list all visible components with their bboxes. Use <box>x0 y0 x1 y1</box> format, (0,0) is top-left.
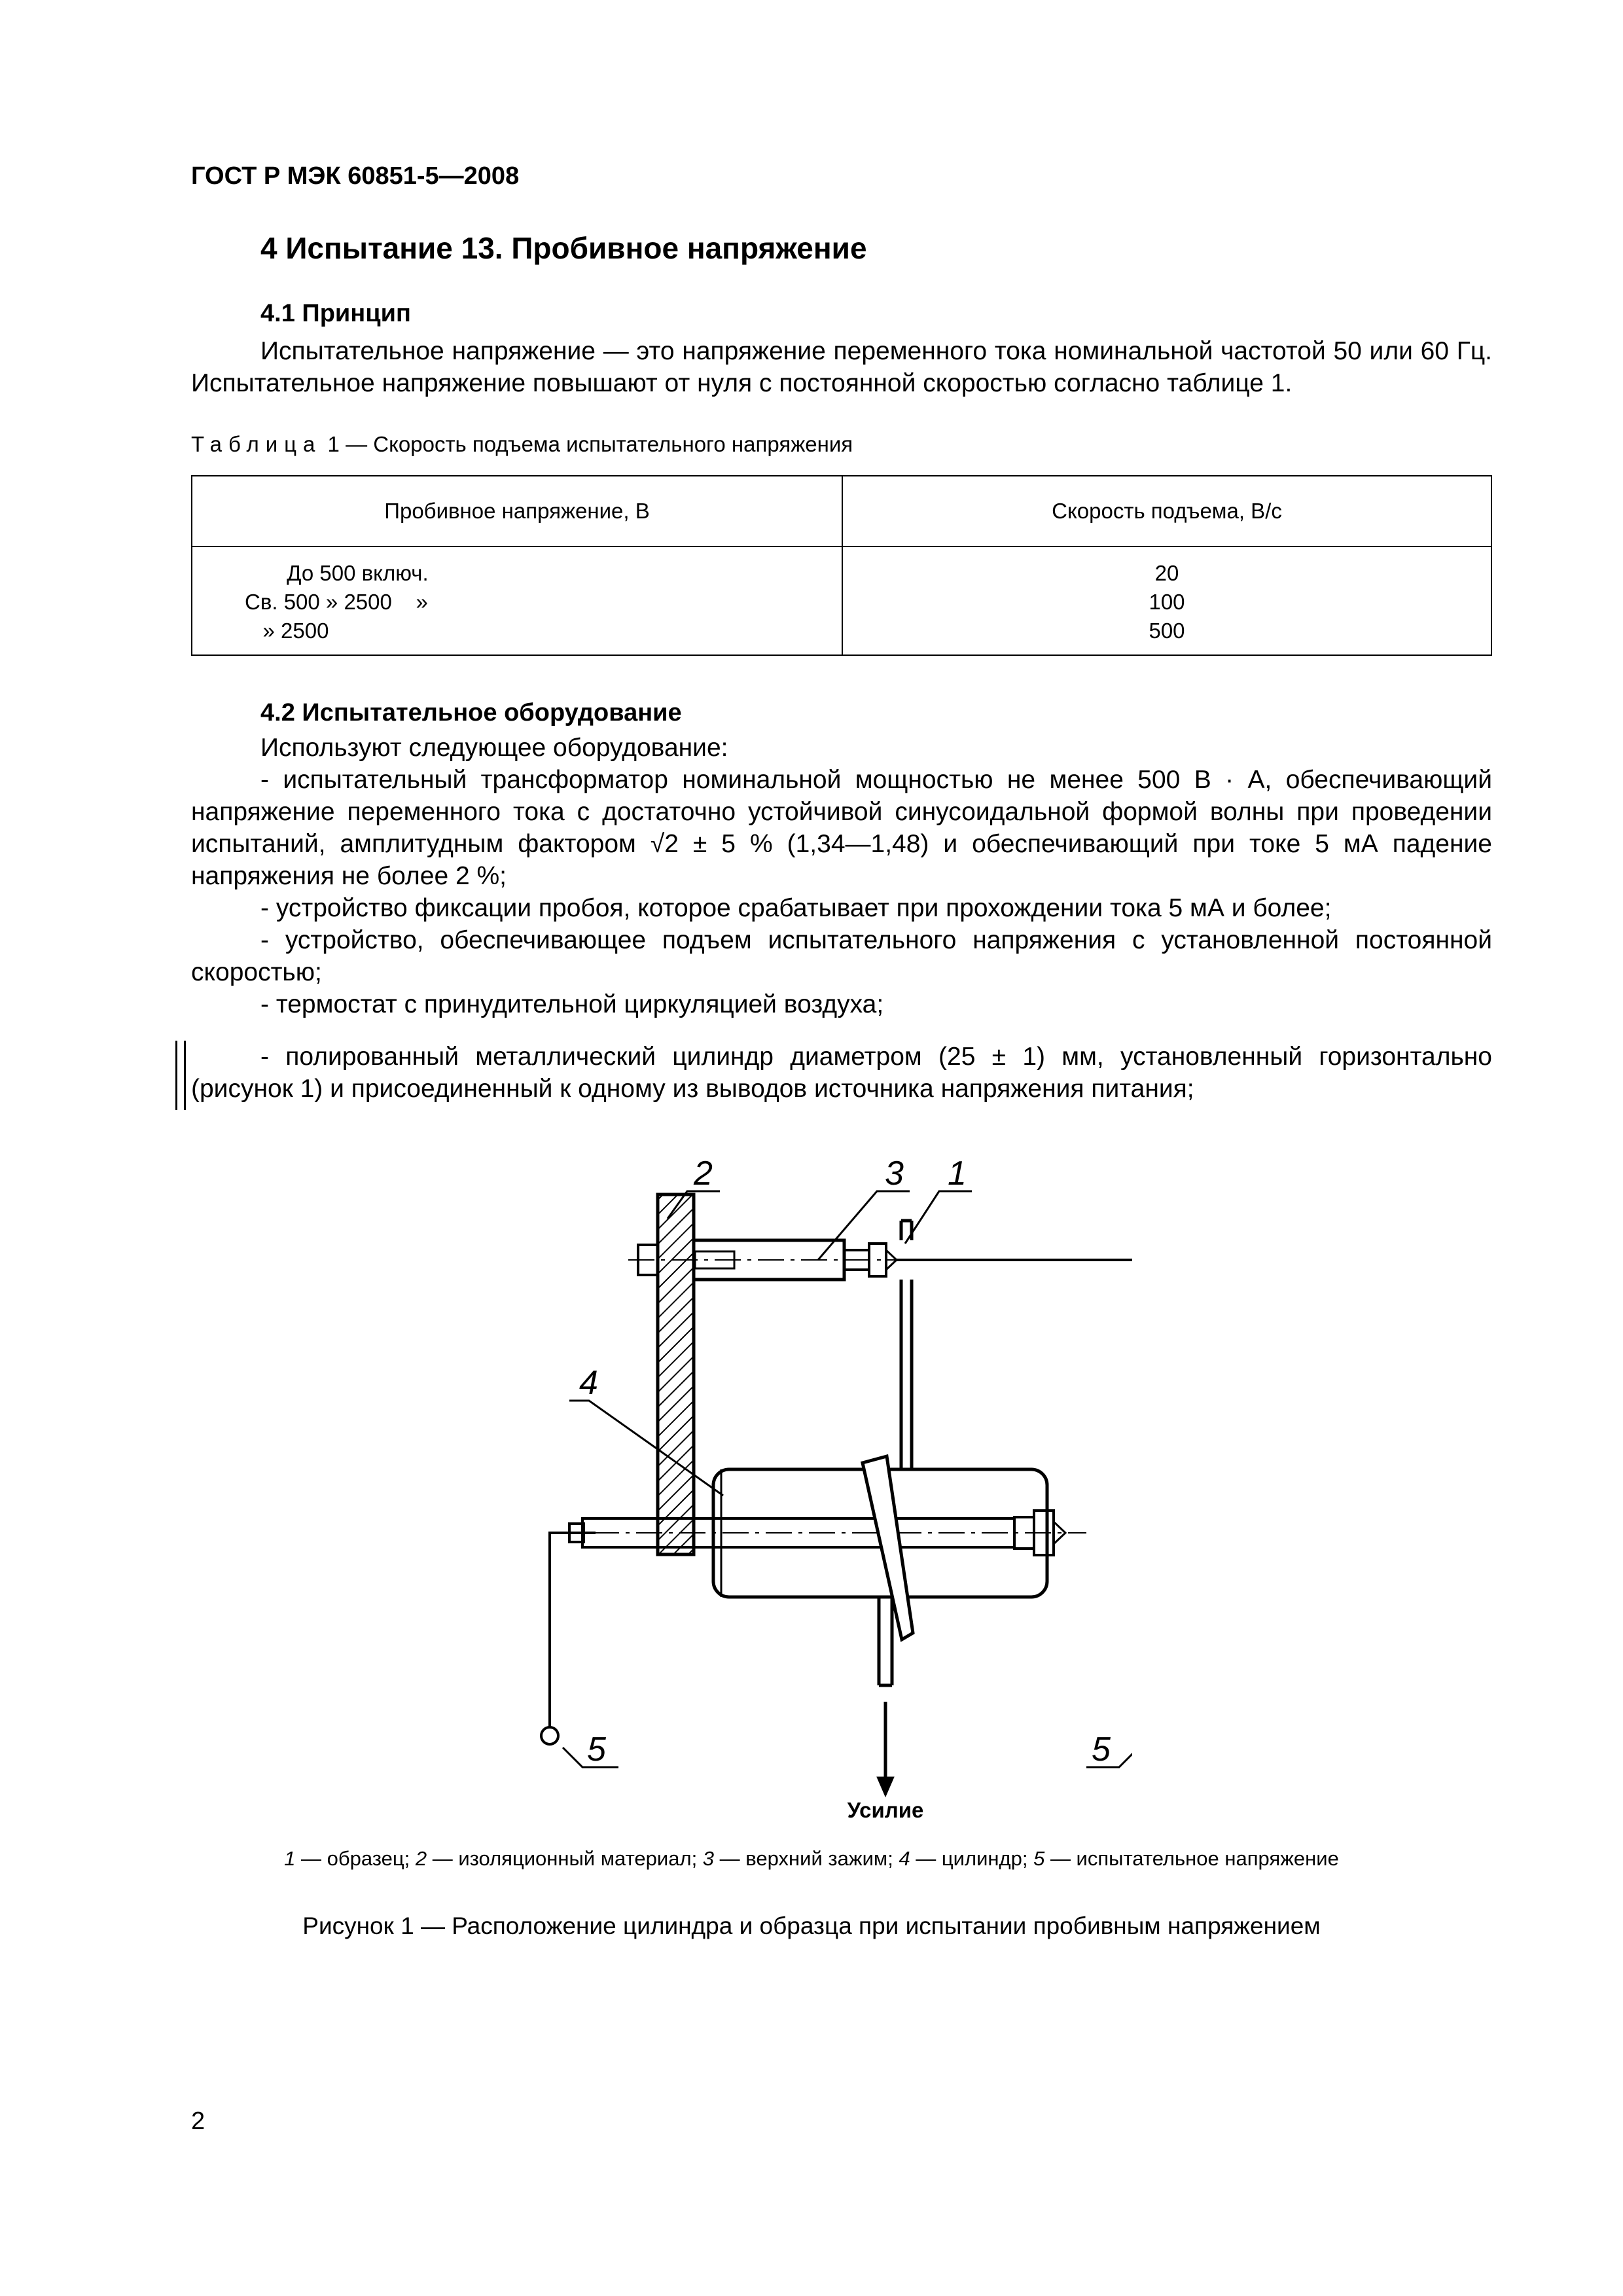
cylinder <box>550 1469 1086 1597</box>
page-number: 2 <box>191 2108 205 2135</box>
table-header-cell: Скорость подъема, В/с <box>842 476 1491 547</box>
table-row <box>192 547 1491 655</box>
sqrt-expression: √2 ± <box>650 830 707 858</box>
label-2: 2 <box>694 1155 713 1193</box>
label-4: 4 <box>579 1364 598 1402</box>
section-title: 4 Испытание 13. Пробивное напряжение <box>260 231 867 265</box>
equipment-intro: Используют следующее оборудование: <box>260 734 728 762</box>
table-cell-line: До 500 включ. <box>245 561 429 585</box>
table-header-cell: Пробивное напряжение, В <box>192 476 842 547</box>
label-5-right: 5 <box>1092 1731 1111 1768</box>
table-header-row <box>192 476 1491 547</box>
principle-paragraph: Испытательное напряжение — это напряжение переменного тока номинальной частотой 50 или 60 Гц. Испытательное напряжение повышают от нуля с постоянной скоростью согласно таблице 1. <box>191 337 1492 397</box>
document-header: ГОСТ Р МЭК 60851-5—2008 <box>191 162 520 190</box>
figure-caption: Рисунок 1 — Расположение цилиндра и образца при испытании пробивным напряжением <box>302 1912 1321 1939</box>
legend-num: 3 <box>702 1847 715 1870</box>
insulation-plate <box>658 1194 694 1554</box>
label-3: 3 <box>885 1155 904 1193</box>
table-cell-line: 100 <box>1149 590 1185 614</box>
item-text: - испытательный трансформатор номинальной мощностью не менее 500 В · А, обеспечивающий напряжение переменного тока с достаточно устойчивой синусоидальной формой волны при проведении испытаний, амплитудным фактором <box>191 766 1492 858</box>
rate-table <box>191 475 1492 656</box>
change-bar <box>175 1041 186 1110</box>
label-1: 1 <box>948 1155 967 1193</box>
table-caption-text: 1 — Скорость подъема испытательного напряжения <box>321 432 853 456</box>
legend-text: — испытательное напряжение <box>1044 1847 1339 1870</box>
legend-text: — изоляционный материал; <box>427 1847 703 1870</box>
legend-num: 5 <box>1033 1847 1045 1870</box>
legend-text: — цилиндр; <box>910 1847 1034 1870</box>
figure-legend <box>0 1847 1623 1871</box>
force-arrow <box>877 1702 894 1797</box>
legend-text: — верхний зажим; <box>714 1847 899 1870</box>
equipment-item-cylinder: - полированный металлический цилиндр диаметром (25 ± 1) мм, установленный горизонтально (рисунок 1) и присоединенный к одному из выводов источника напряжения питания; <box>191 1043 1492 1103</box>
equipment-item-ramp: - устройство, обеспечивающее подъем испытательного напряжения с установленной постоянной скоростью; <box>191 926 1492 986</box>
subsection-title-4-1: 4.1 Принцип <box>260 300 411 327</box>
item-text: 5 % (1,34—1,48) и обеспечивающий при токе 5 мА падение напряжения не более 2 %; <box>191 830 1493 890</box>
equipment-item-transformer <box>191 764 1492 892</box>
equipment-item-thermostat: - термостат с принудительной циркуляцией воздуха; <box>260 990 884 1018</box>
table-caption <box>191 432 853 457</box>
table-cell-rate <box>842 547 1491 655</box>
table-cell-line: 20 <box>1154 561 1179 585</box>
force-label: Усилие <box>847 1798 924 1822</box>
legend-text: — образец; <box>295 1847 416 1870</box>
table-cell-line: 500 <box>1149 619 1185 643</box>
figure-diagram <box>510 1139 1132 1826</box>
table-cell-line: Св. 500 » 2500 » <box>245 590 428 614</box>
subsection-title-4-2: 4.2 Испытательное оборудование <box>260 699 682 726</box>
legend-num: 1 <box>284 1847 296 1870</box>
legend-num: 2 <box>415 1847 427 1870</box>
table-cell-voltage <box>192 547 842 655</box>
label-5-left: 5 <box>587 1731 606 1768</box>
table-cell-line: » 2500 <box>245 619 329 643</box>
wiring <box>541 1260 1132 1744</box>
equipment-item-breakdown: - устройство фиксации пробоя, которое срабатывает при прохождении тока 5 мА и более; <box>260 894 1332 922</box>
legend-num: 4 <box>899 1847 910 1870</box>
table-caption-label: Таблица <box>191 432 322 456</box>
